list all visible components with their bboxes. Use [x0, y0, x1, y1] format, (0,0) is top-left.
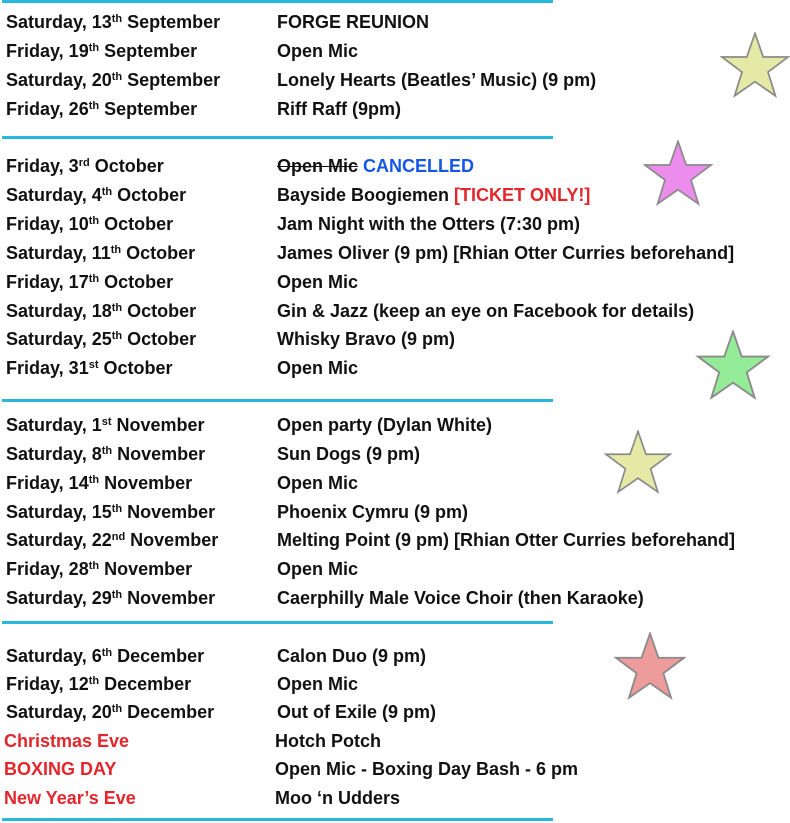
event-date: Saturday, 4th October	[6, 185, 187, 205]
event-date: Friday, 10th October	[6, 214, 174, 234]
event-row	[0, 526, 790, 554]
event-name: Open Mic	[277, 272, 359, 292]
event-row	[0, 239, 790, 267]
event-date: Saturday, 25th October	[6, 329, 197, 349]
special-date: BOXING DAY	[4, 759, 117, 779]
event-name: FORGE REUNION	[277, 12, 430, 32]
star-shape	[698, 331, 768, 397]
event-date: Friday, 26th September	[6, 99, 198, 119]
event-name: Open Mic	[277, 358, 359, 378]
event-row	[0, 698, 790, 726]
event-name: Bayside Boogiemen [TICKET ONLY!]	[277, 185, 591, 205]
event-name: Jam Night with the Otters (7:30 pm)	[277, 214, 581, 234]
event-row	[0, 727, 790, 755]
event-row	[0, 584, 790, 612]
special-date: Christmas Eve	[4, 731, 130, 751]
event-name: Open Mic	[277, 559, 359, 579]
event-date: Saturday, 29th November	[6, 588, 216, 608]
section-divider	[2, 136, 553, 139]
event-date: Friday, 14th November	[6, 473, 193, 493]
star-icon	[604, 430, 672, 494]
event-row	[0, 95, 790, 123]
event-row	[0, 297, 790, 325]
event-name: Riff Raff (9pm)	[277, 99, 401, 119]
star-shape	[645, 141, 711, 203]
ticket-only-label: [TICKET ONLY!]	[454, 185, 591, 205]
event-row	[0, 354, 790, 382]
event-date: Friday, 28th November	[6, 559, 193, 579]
star-icon	[614, 632, 686, 700]
event-row	[0, 37, 790, 65]
event-date: Saturday, 15th November	[6, 502, 216, 522]
event-date: Saturday, 20th September	[6, 70, 221, 90]
event-date: Friday, 3rd October	[6, 156, 164, 176]
event-date: Saturday, 11th October	[6, 243, 196, 263]
event-name: Melting Point (9 pm) [Rhian Otter Curries beforehand]	[277, 530, 736, 550]
event-name: Open Mic	[277, 674, 359, 694]
event-name: Open Mic	[277, 473, 359, 493]
event-name: Whisky Bravo (9 pm)	[277, 329, 456, 349]
event-name: Sun Dogs (9 pm)	[277, 444, 420, 464]
event-name: Hotch Potch	[275, 731, 381, 751]
event-name: James Oliver (9 pm) [Rhian Otter Curries beforehand]	[277, 243, 735, 263]
event-name: Caerphilly Male Voice Choir (then Karaoke)	[277, 588, 644, 608]
special-date: New Year’s Eve	[4, 788, 136, 808]
event-row	[0, 555, 790, 583]
event-date: Saturday, 1st November	[6, 415, 205, 435]
event-row	[0, 268, 790, 296]
event-date: Friday, 31st October	[6, 358, 173, 378]
event-name: Gin & Jazz (keep an eye on Facebook for details)	[277, 301, 695, 321]
cancelled-label: CANCELLED	[358, 156, 475, 176]
event-row	[0, 784, 790, 812]
star-shape	[616, 633, 684, 697]
section-divider	[2, 0, 553, 3]
event-date: Saturday, 18th October	[6, 301, 197, 321]
event-name: Open Mic	[277, 41, 359, 61]
event-name: Lonely Hearts (Beatles’ Music) (9 pm)	[277, 70, 597, 90]
event-name: Moo ‘n Udders	[275, 788, 400, 808]
event-date: Friday, 17th October	[6, 272, 174, 292]
event-row	[0, 8, 790, 36]
event-date: Saturday, 13th September	[6, 12, 221, 32]
star-icon	[720, 32, 790, 98]
event-date: Friday, 19th September	[6, 41, 198, 61]
event-date: Saturday, 8th November	[6, 444, 206, 464]
star-shape	[606, 431, 670, 492]
cancelled-event: Open Mic	[277, 156, 359, 176]
event-row	[0, 210, 790, 238]
event-name: Calon Duo (9 pm)	[277, 646, 426, 666]
event-date: Saturday, 20th December	[6, 702, 215, 722]
section-divider	[2, 818, 553, 821]
event-date: Friday, 12th December	[6, 674, 192, 694]
event-row	[0, 498, 790, 526]
event-name: Phoenix Cymru (9 pm)	[277, 502, 469, 522]
section-divider	[2, 621, 553, 624]
event-name: Open Mic - Boxing Day Bash - 6 pm	[275, 759, 579, 779]
event-row	[0, 755, 790, 783]
event-row	[0, 325, 790, 353]
event-row	[0, 66, 790, 94]
event-name: Out of Exile (9 pm)	[277, 702, 437, 722]
event-name: Open party (Dylan White)	[277, 415, 493, 435]
event-date: Saturday, 22nd November	[6, 530, 219, 550]
star-icon	[695, 330, 771, 400]
star-icon	[643, 140, 713, 206]
star-shape	[722, 33, 788, 95]
section-divider	[2, 399, 553, 402]
event-date: Saturday, 6th December	[6, 646, 205, 666]
event-name	[277, 152, 474, 180]
